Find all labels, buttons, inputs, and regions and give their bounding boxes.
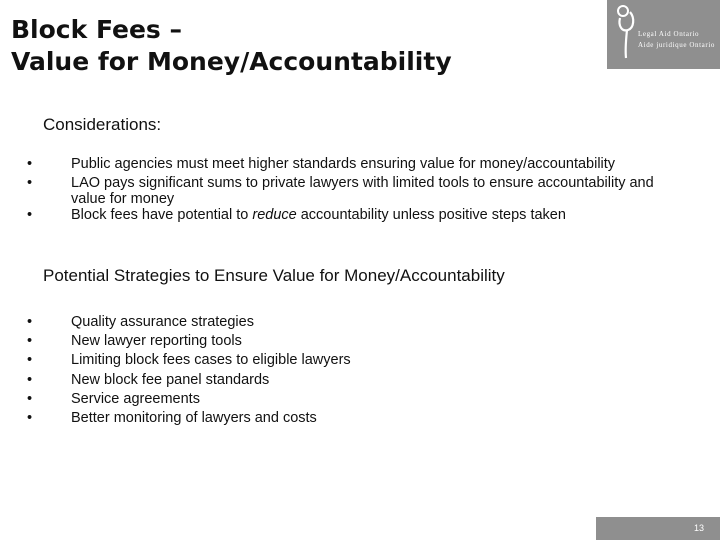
list-item [27, 390, 687, 409]
list-item-text: New block fee panel standards [71, 371, 270, 388]
slide-title-line2: Value for Money/Accountability [11, 47, 452, 76]
list-item [27, 313, 687, 332]
list-item-text: Service agreements [71, 390, 200, 407]
list-item-text: Limiting block fees cases to eligible lawyers [71, 352, 351, 369]
list-item-text: LAO pays significant sums to private lawyers with limited tools to ensure accountability and value for money [71, 175, 654, 207]
list-item-text: Public agencies must meet higher standards ensuring value for money/accountability [71, 156, 616, 172]
emphasis-text: reduce [252, 207, 297, 223]
list-item [27, 371, 687, 390]
bullet: • [27, 410, 33, 427]
bullet: • [27, 352, 33, 369]
list-item-text: New lawyer reporting tools [71, 333, 242, 350]
bullet: • [27, 156, 33, 172]
logo [607, 0, 720, 69]
strategies-list [27, 313, 687, 428]
slide-title-line1: Block Fees – [11, 15, 183, 44]
page-number: 13 [693, 523, 704, 533]
page-number-bar [596, 517, 720, 540]
bullet: • [27, 207, 33, 223]
logo-text-english: Legal Aid Ontario [638, 30, 700, 38]
list-item-text-before: Block fees have potential to [71, 207, 253, 223]
bullet: • [27, 371, 33, 388]
bullet: • [27, 175, 33, 191]
strategies-heading: Potential Strategies to Ensure Value for Money/Accountability [43, 266, 505, 285]
bullet: • [27, 333, 33, 350]
slide-title [11, 14, 452, 78]
considerations-heading: Considerations: [43, 115, 162, 134]
logo-text-french: Aide juridique Ontario [638, 41, 715, 49]
list-item-text-after: accountability unless positive steps taken [296, 207, 566, 223]
bullet: • [27, 390, 33, 407]
list-item [27, 351, 687, 370]
list-item [27, 156, 687, 172]
list-item [27, 175, 687, 207]
list-item-text: Better monitoring of lawyers and costs [71, 410, 317, 427]
considerations-list [27, 156, 687, 223]
bullet: • [27, 314, 33, 330]
lao-figure-icon [616, 4, 638, 60]
list-item-text: Quality assurance strategies [71, 314, 254, 330]
list-item [27, 409, 687, 428]
list-item [27, 332, 687, 351]
list-item [27, 207, 687, 223]
